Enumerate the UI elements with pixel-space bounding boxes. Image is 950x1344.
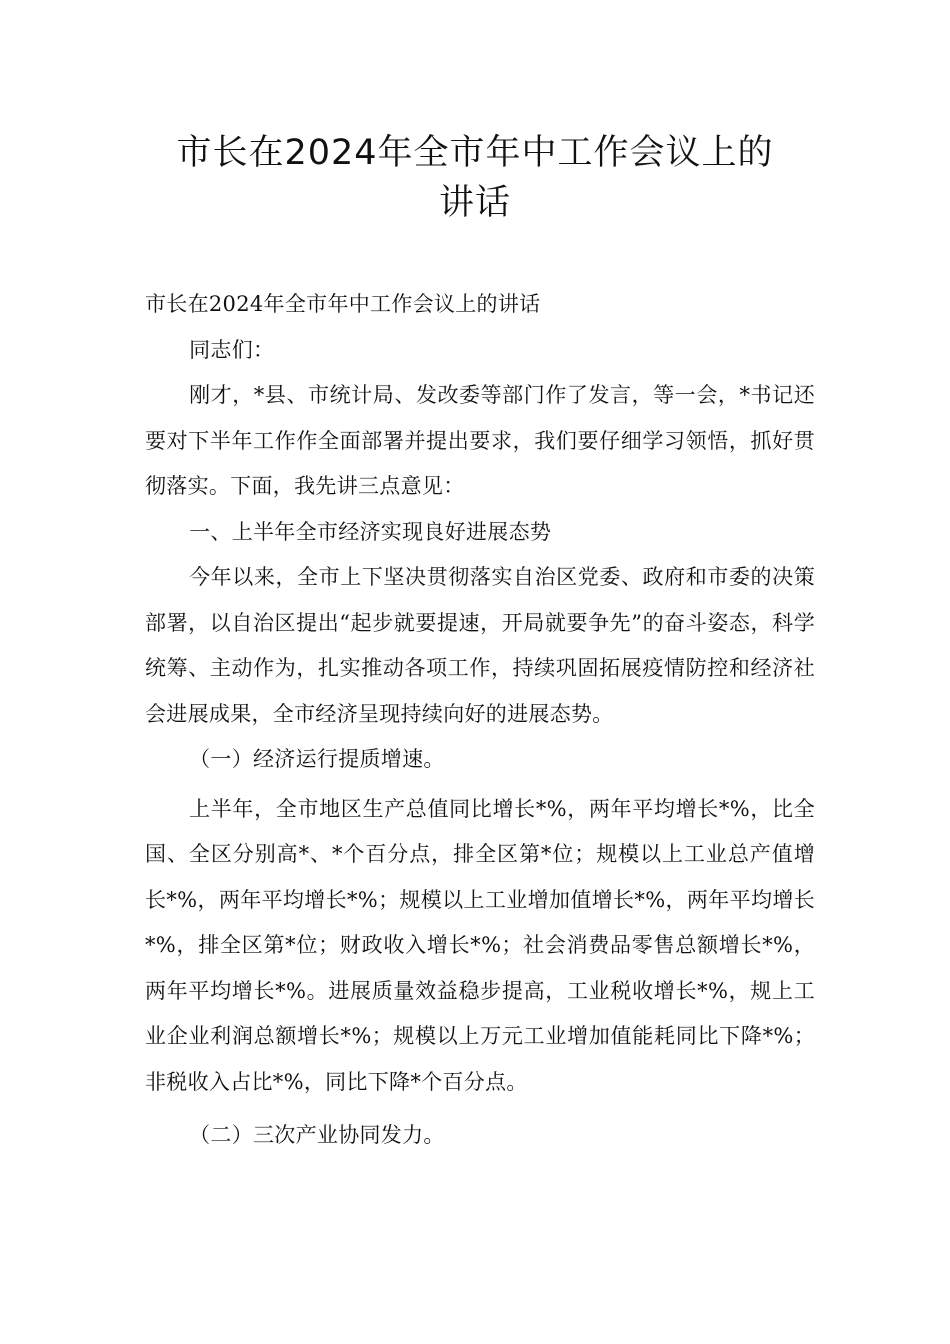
- section-heading-1: 一、上半年全市经济实现良好进展态势: [189, 519, 552, 544]
- intro-paragraph: 刚才，*县、市统计局、发改委等部门作了发言，等一会，*书记还要对下半年工作作全面部署并提出要求，我们要仔细学习领悟，抓好贯彻落实。下面，我先讲三点意见：: [145, 383, 815, 498]
- subsection-1-paragraph: 上半年，全市地区生产总值同比增长*%，两年平均增长*%，比全国、全区分别高*、*个百分点，排全区第*位；规模以上工业总产值增长*%，两年平均增长*%；规模以上工业增加值增长*%，两年平均增长*%，排全区第*位；财政收入增长*%；社会消费品零售总额增长*%，两年平均增长*%。进展质量效益稳步提高，工业税收增长*%，规上工业企业利润总额增长*%；规模以上万元工业增加值能耗同比下降*%；非税收入占比*%，同比下降*个百分点。: [145, 796, 815, 1094]
- document-body: [145, 282, 815, 1159]
- subsection-heading-2: （二）三次产业协同发力。: [189, 1123, 445, 1147]
- salutation-paragraph: 同志们：: [189, 337, 275, 362]
- section-1-paragraph: 今年以来，全市上下坚决贯彻落实自治区党委、政府和市委的决策部署，以自治区提出“起步就要提速，开局就要争先”的奋斗姿态，科学统筹、主动作为，扎实推动各项工作，持续巩固拓展疫情防控和经济社会进展成果，全市经济呈现持续向好的进展态势。: [145, 565, 815, 726]
- subtitle-paragraph: 市长在2024年全市年中工作会议上的讲话: [145, 292, 541, 316]
- title-line-2: 讲话: [438, 183, 511, 223]
- title-line-1: 市长在2024年全市年中工作会议上的: [176, 133, 774, 173]
- document-title: [0, 128, 950, 228]
- subsection-heading-1: （一）经济运行提质增速。: [189, 747, 445, 771]
